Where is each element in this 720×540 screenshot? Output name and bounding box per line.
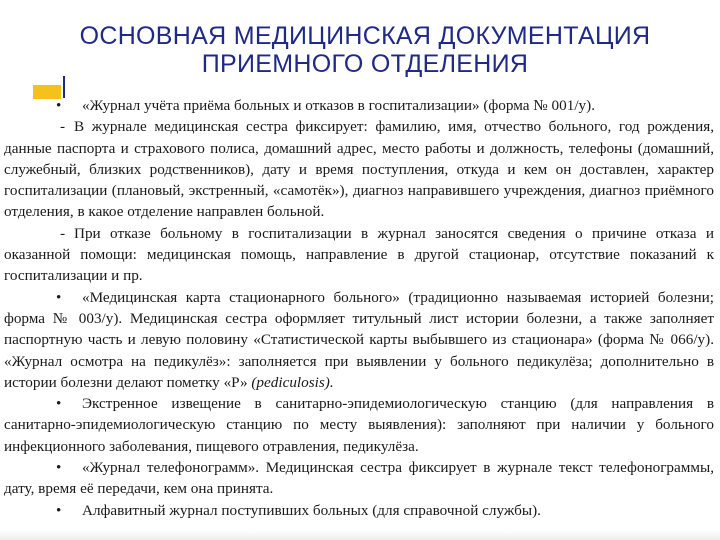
paragraph-phone-journal [4, 457, 714, 500]
paragraph-text: «Журнал учёта приёма больных и отказов в госпитализации» (форма № 001/у). [82, 97, 595, 114]
paragraph-text: Экстренное извещение в санитарно-эпидемиологическую станцию (для направления в санитарно-эпидемиологическую станцию по месту выявления): заполняют при наличии у больного инфекционного заболевания, пищевого отравления, педикулёза. [4, 395, 714, 455]
title-line-2: ПРИЕМНОГО ОТДЕЛЕНИЯ [201, 50, 529, 78]
bullet-icon: • [56, 459, 62, 477]
paragraph-text: При отказе больному в госпитализации в журнал заносятся сведения о причине отказа и оказанной помощи: медицинская помощь, направление в другой стационар, отсутствие показаний к госпитализации и пр. [4, 224, 714, 285]
dash-icon: - [60, 118, 66, 136]
paragraph-journal-admission [4, 95, 714, 116]
paragraph-italic-note: (pediculosis). [251, 373, 334, 391]
paragraph-text: «Медицинская карта стационарного больного» (традиционно называемая историей болезни; форма № 003/у). Медицинская сестра оформляет титульный лист истории болезни, а также заполняет паспортную часть и левую половину «Статистической карты выбывшего из стационара» (форма № 066/у). «Журнал осмотра на педикулёз»: заполняется при выявлении у больного педикулёза; дополнительно в истории болезни делают пометку «Р» [4, 288, 714, 391]
title-line-1: ОСНОВНАЯ МЕДИЦИНСКАЯ ДОКУМЕНТАЦИЯ [79, 22, 651, 50]
paragraph-emergency-notice [4, 393, 714, 457]
paragraph-alphabet-journal [4, 500, 714, 521]
bullet-icon: • [56, 395, 62, 413]
document-body [4, 95, 714, 521]
paragraph-medical-card [4, 287, 714, 393]
paragraph-journal-fields [4, 116, 714, 222]
paragraph-text: В журнале медицинская сестра фиксирует: фамилию, имя, отчество больного, год рождения, данные паспорта и страхового полиса, домашний адрес, место работы и должность, телефоны (домашний, служебный, близких родственников), дату и время поступления, откуда и кем он доставлен, характер госпитализации (плановый, экстренный, «самотёк»), диагноз направившего учреждения, диагноз приёмного отделения, в какое отделение направлен больной. [4, 118, 714, 221]
bullet-icon: • [56, 501, 62, 519]
slide-title [20, 22, 710, 78]
bullet-icon: • [56, 97, 62, 114]
bullet-icon: • [56, 288, 62, 306]
dash-icon: - [60, 224, 66, 242]
bottom-scan-edge [0, 530, 720, 540]
paragraph-text: Алфавитный журнал поступивших больных (для справочной службы). [82, 501, 541, 519]
paragraph-refusal [4, 223, 714, 287]
paragraph-text: «Журнал телефонограмм». Медицинская сестра фиксирует в журнале текст телефонограммы, дату, время её передачи, кем она принята. [4, 459, 714, 498]
